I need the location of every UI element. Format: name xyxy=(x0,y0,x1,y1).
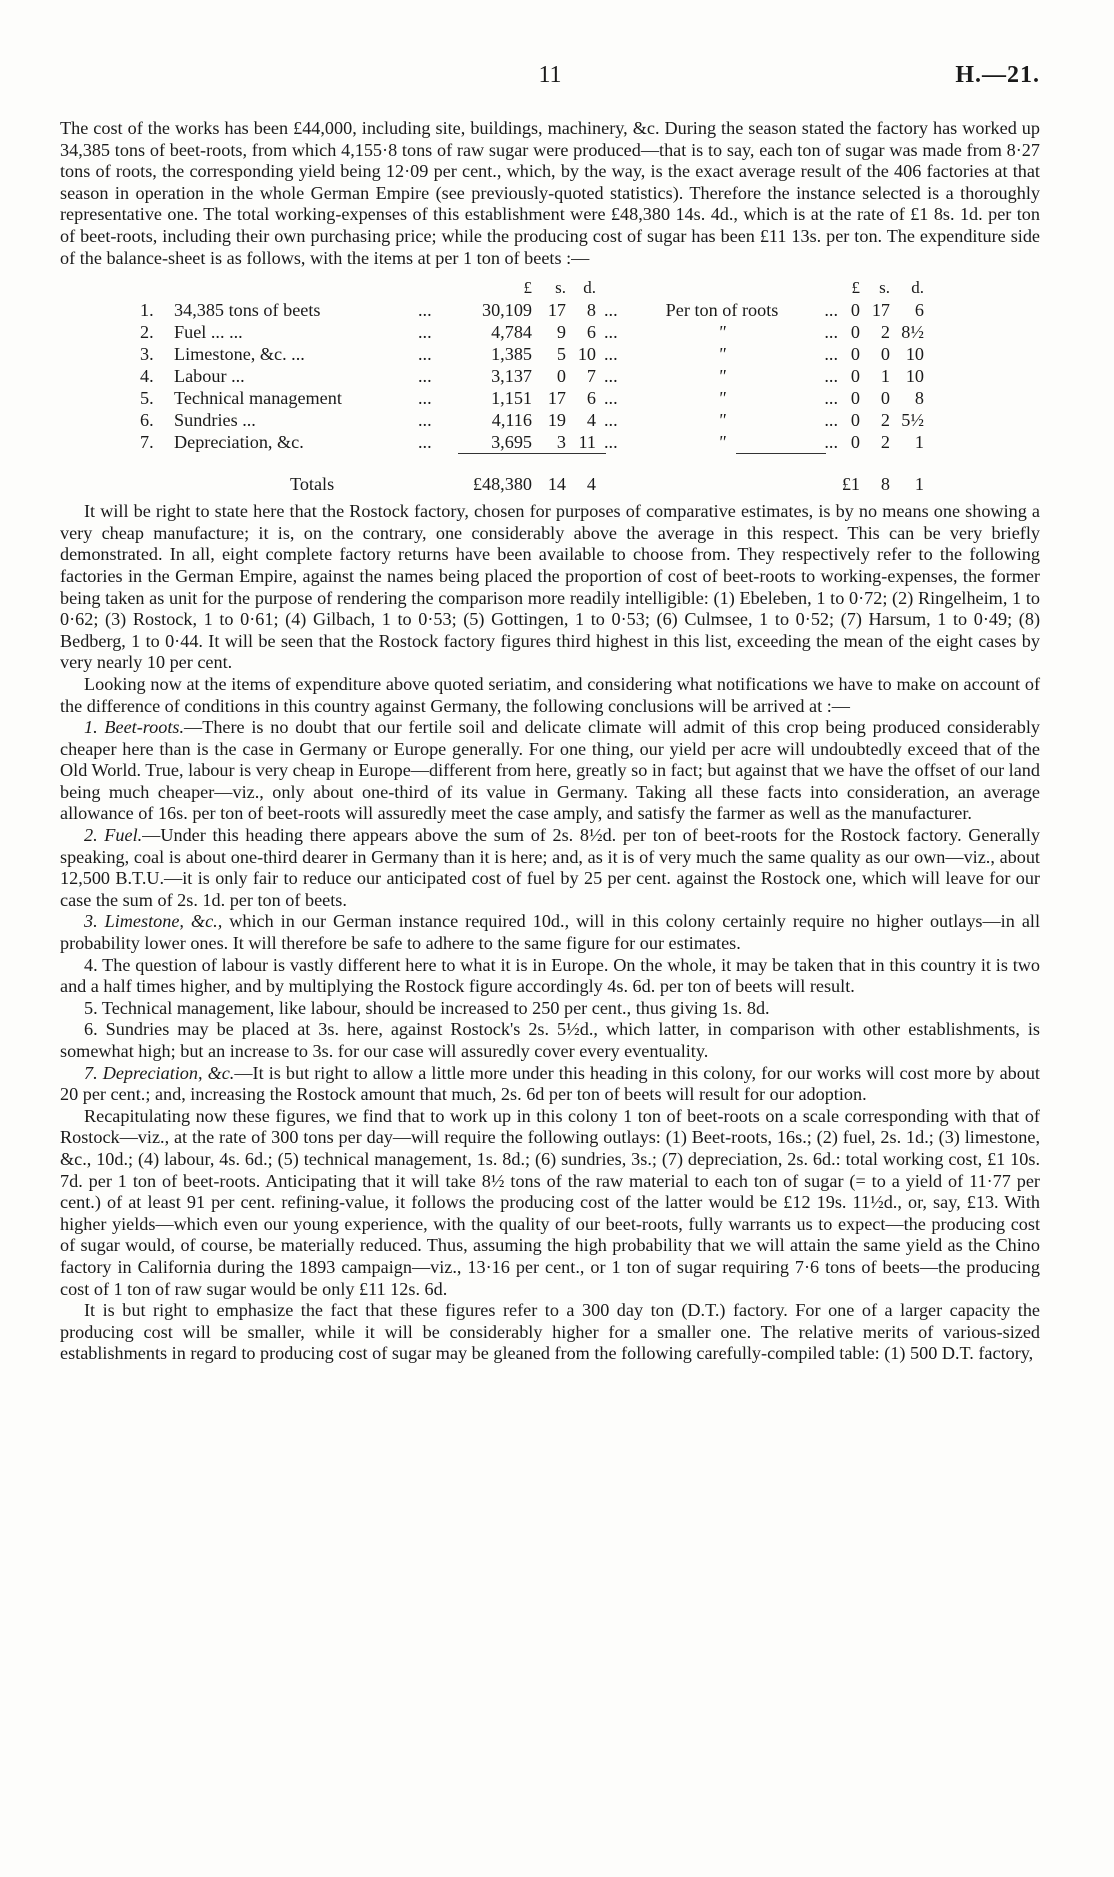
ledger-cell-d: 6 xyxy=(586,322,596,343)
ledger-cell-dots3: ... xyxy=(824,432,838,453)
pence-header: d. xyxy=(583,278,596,298)
ledger-header-row xyxy=(140,277,1040,299)
ledger-cell-s: 9 xyxy=(556,322,566,343)
ledger-cell-s: 0 xyxy=(556,366,566,387)
document-reference: H.—21. xyxy=(955,62,1040,88)
pounds-header: £ xyxy=(523,278,532,298)
ledger-cell-dots: ... xyxy=(418,300,432,321)
ledger-cell-pl: 0 xyxy=(850,366,860,387)
ledger-rows xyxy=(140,299,1040,453)
ledger-cell-dots3: ... xyxy=(824,366,838,387)
page-number: 11 xyxy=(538,62,562,88)
totals-pence: 4 xyxy=(586,474,596,495)
paragraph-text: which in our German instance required 10d., will in this colony certainly require no higher outlays—in all probability lower ones. It will therefore be safe to adhere to the same figure for our estimates. xyxy=(60,911,1040,954)
paragraph-heading: 1. Beet-roots. xyxy=(84,717,185,738)
ledger-cell-l: 4,784 xyxy=(491,322,532,343)
total-rule-per-ton xyxy=(736,453,826,454)
paragraph-text: —There is no doubt that our fertile soil and delicate climate will admit of this crop being produced considerably cheaper here than is the case in Germany or Europe generally. For one thing, our yield per acre will undoubtedly exceed that of the Old World. True, labour is very cheap in Europe—different from here, greatly so in fact; but against that we have the offset of our land being much cheaper—viz., only about one-third of its value in Germany. Taking all these facts into consideration, an average allowance of 16s. per ton of beet-roots will assuredly meet the case amply, and satisfy the farmer as well as the manufacturer. xyxy=(60,717,1040,824)
ledger-cell-ps: 0 xyxy=(880,388,890,409)
ledger-row xyxy=(140,299,1040,321)
ledger-cell-pd: 8 xyxy=(914,388,924,409)
ledger-cell-pd: 10 xyxy=(905,344,924,365)
total-rules xyxy=(140,453,1040,459)
ledger-cell-num: 3. xyxy=(140,344,154,365)
body-paragraph xyxy=(60,825,1040,911)
ledger-cell-s: 3 xyxy=(556,432,566,453)
ledger-cell-num: 2. xyxy=(140,322,154,343)
body-paragraph xyxy=(60,1106,1040,1300)
paragraph-text: Recapitulating now these figures, we find that to work up in this colony 1 ton of beet-roots on a scale corresponding with that of Rostock—viz., at the rate of 300 tons per day—will require the following outlays: (1) Beet-roots, 16s.; (2) fuel, 2s. 1d.; (3) limestone, &c., 10d.; (4) labour, 4s. 6d.; (5) technical management, 1s. 8d.; (6) sundries, 3s.; (7) depreciation, 2s. 6d.: total working cost, £1 10s. 7d. per 1 ton of beet-roots. Anticipating that it will take 8½ tons of the raw material to each ton of sugar (= to a yield of 11·77 per cent.) of at least 91 per cent. refining-value, it follows the producing cost of the latter would be £12 19s. 11½d., or, say, £13. With higher yields—which even our young experience, with the quality of our beet-roots, fully warrants us to expect—the producing cost of sugar would, of course, be materially reduced. Thus, assuming the high probability that we will attain the same yield as the Chino factory in California during the 1893 campaign—viz., 13·16 per cent., or 1 ton of sugar requiring 7·6 tons of beets—the producing cost of 1 ton of raw sugar would be only £11 12s. 6d. xyxy=(60,1105,1040,1299)
paragraph-text: It will be right to state here that the Rostock factory, chosen for purposes of comparative estimates, is by no means one showing a very cheap manufacture; it is, on the contrary, one considerably above the average in this respect. This can be very briefly demonstrated. In all, eight complete factory returns have been available to choose from. They respectively refer to the following factories in the German Empire, against the names being placed the proportion of cost of beet-roots to working-expenses, the former being taken as unit for the purpose of rendering the comparison more readily intelligible: (1) Ebeleben, 1 to 0·72; (2) Ringelheim, 1 to 0·62; (3) Rostock, 1 to 0·61; (4) Gilbach, 1 to 0·53; (5) Gottingen, 1 to 0·53; (6) Culmsee, 1 to 0·52; (7) Harsum, 1 to 0·49; (8) Bedberg, 1 to 0·44. It will be seen that the Rostock factory figures third highest in this list, exceeding the mean of the eight cases by very nearly 10 per cent. xyxy=(60,501,1040,673)
ledger-cell-pd: 1 xyxy=(914,432,924,453)
ledger-cell-l: 30,109 xyxy=(481,300,532,321)
ledger-cell-ps: 2 xyxy=(880,322,890,343)
ledger-cell-s: 19 xyxy=(547,410,566,431)
ledger-row xyxy=(140,409,1040,431)
ledger-cell-dots: ... xyxy=(418,410,432,431)
ledger-cell-dots: ... xyxy=(418,344,432,365)
body-paragraph xyxy=(60,1063,1040,1106)
ledger-cell-ps: 2 xyxy=(880,410,890,431)
ledger-cell-per: Per ton of roots xyxy=(665,300,779,321)
ledger-cell-dots2: ... xyxy=(604,344,618,365)
ledger-cell-dots2: ... xyxy=(604,366,618,387)
ledger-cell-dots2: ... xyxy=(604,300,618,321)
body-text xyxy=(60,118,1040,1365)
ledger-cell-per: " xyxy=(718,322,726,343)
ledger-cell-pd: 6 xyxy=(914,300,924,321)
ledger-cell-dots2: ... xyxy=(604,388,618,409)
ledger-row xyxy=(140,365,1040,387)
ledger-cell-d: 6 xyxy=(586,388,596,409)
ledger-cell-num: 5. xyxy=(140,388,154,409)
totals-per-ton-pounds: £1 xyxy=(841,474,860,495)
ledger-cell-per: " xyxy=(718,410,726,431)
ledger-row xyxy=(140,387,1040,409)
paragraph-text: 5. Technical management, like labour, should be increased to 250 per cent., thus giving 1s. 8d. xyxy=(84,997,770,1018)
ledger-cell-pl: 0 xyxy=(850,388,860,409)
ledger-cell-l: 1,385 xyxy=(491,344,532,365)
shillings-header: s. xyxy=(555,278,566,298)
ledger-cell-item: Limestone, &c. ... xyxy=(174,344,305,365)
ledger-cell-l: 4,116 xyxy=(491,410,532,431)
ledger-cell-pl: 0 xyxy=(850,410,860,431)
totals-shillings: 14 xyxy=(547,474,566,495)
ledger-cell-num: 4. xyxy=(140,366,154,387)
per-ton-pence-header: d. xyxy=(911,278,924,298)
per-ton-pounds-header: £ xyxy=(851,278,860,298)
paragraph-text: —Under this heading there appears above the sum of 2s. 8½d. per ton of beet-roots for the Rostock factory. Generally speaking, coal is about one-third dearer in Germany than it is here; and, as it is of very much the same quality as our own—viz., about 12,500 B.T.U.—it is only fair to reduce our anticipated cost of fuel by 25 per cent. against the Rostock one, which will leave for our case the sum of 2s. 1d. per ton of beets. xyxy=(60,825,1040,910)
ledger-cell-item: 34,385 tons of beets xyxy=(174,300,321,321)
paragraph-text: —It is but right to allow a little more under this heading in this colony, for our works will cost more by about 20 per cent.; and, increasing the Rostock amount that much, 2s. 6d per ton of beets will result for our adoption. xyxy=(60,1062,1040,1105)
ledger-cell-d: 11 xyxy=(578,432,596,453)
ledger-cell-s: 17 xyxy=(547,300,566,321)
paragraph-heading: 2. Fuel. xyxy=(84,825,143,846)
ledger-cell-ps: 0 xyxy=(880,344,890,365)
ledger-cell-pl: 0 xyxy=(850,344,860,365)
ledger-cell-dots: ... xyxy=(418,322,432,343)
body-paragraph xyxy=(60,1300,1040,1365)
page-header xyxy=(60,58,1040,98)
body-paragraph xyxy=(60,955,1040,998)
ledger-cell-d: 7 xyxy=(586,366,596,387)
ledger-cell-dots2: ... xyxy=(604,432,618,453)
body-paragraph xyxy=(60,717,1040,825)
ledger-cell-item: Fuel ... ... xyxy=(174,322,243,343)
paragraph-text: 6. Sundries may be placed at 3s. here, against Rostock's 2s. 5½d., which latter, in comparison with other establishments, is somewhat high; but an increase to 3s. for our case will assuredly cover every eventuality. xyxy=(60,1019,1040,1061)
ledger-cell-num: 6. xyxy=(140,410,154,431)
ledger-cell-dots3: ... xyxy=(824,388,838,409)
ledger-cell-num: 7. xyxy=(140,432,154,453)
ledger-cell-dots3: ... xyxy=(824,322,838,343)
totals-label: Totals xyxy=(290,474,335,495)
body-paragraph xyxy=(60,674,1040,717)
ledger-cell-dots3: ... xyxy=(824,410,838,431)
ledger-cell-item: Sundries ... xyxy=(174,410,256,431)
per-ton-shillings-header: s. xyxy=(879,278,890,298)
ledger-row xyxy=(140,321,1040,343)
ledger-cell-l: 3,695 xyxy=(491,432,532,453)
ledger-cell-dots2: ... xyxy=(604,410,618,431)
ledger-cell-ps: 2 xyxy=(880,432,890,453)
ledger-row xyxy=(140,431,1040,453)
total-rule-amount xyxy=(458,453,606,454)
totals-per-ton-pence: 1 xyxy=(914,474,924,495)
ledger-cell-ps: 17 xyxy=(871,300,890,321)
ledger-row xyxy=(140,343,1040,365)
ledger-cell-item: Labour ... xyxy=(174,366,245,387)
ledger-cell-d: 4 xyxy=(586,410,596,431)
ledger-cell-per: " xyxy=(718,344,726,365)
paragraph-heading: 3. Limestone, &c., xyxy=(84,911,223,932)
totals-pounds: £48,380 xyxy=(472,474,532,495)
ledger-cell-dots2: ... xyxy=(604,322,618,343)
intro-paragraph: The cost of the works has been £44,000, including site, buildings, machinery, &c. During the season stated the factory has worked up 34,385 tons of beet-roots, from which 4,155·8 tons of raw sugar were produced—that is to say, each ton of sugar was made from 8·27 tons of roots, the corresponding yield being 12·09 per cent., which, by the way, is the exact average result of the 406 factories at that season in operation in the whole German Empire (see previously-quoted statistics). Therefore the instance selected is a thoroughly representative one. The total working-expenses of this establishment were £48,380 14s. 4d., which is at the rate of £1 8s. 1d. per ton of beet-roots, including their own purchasing price; while the producing cost of sugar has been £11 13s. per ton. The expenditure side of the balance-sheet is as follows, with the items at per 1 ton of beets :— xyxy=(60,118,1040,268)
ledger-cell-dots: ... xyxy=(418,388,432,409)
ledger-cell-dots: ... xyxy=(418,432,432,453)
totals-per-ton-shillings: 8 xyxy=(880,474,890,495)
body-paragraph xyxy=(60,501,1040,674)
ledger-cell-dots: ... xyxy=(418,366,432,387)
ledger-cell-s: 17 xyxy=(547,388,566,409)
ledger-cell-d: 10 xyxy=(577,344,596,365)
ledger-cell-l: 3,137 xyxy=(491,366,532,387)
paragraph-text: 4. The question of labour is vastly different here to what it is in Europe. On the whole, it may be taken that in this country it is two and a half times higher, and by multiplying the Rostock figure accordingly 4s. 6d. per ton of beets will result. xyxy=(60,954,1040,997)
ledger-cell-l: 1,151 xyxy=(491,388,532,409)
ledger-cell-pd: 8½ xyxy=(901,322,924,343)
ledger-cell-item: Technical management xyxy=(174,388,342,409)
ledger-cell-per: " xyxy=(718,366,726,387)
body-paragraph xyxy=(60,1019,1040,1062)
ledger-cell-item: Depreciation, &c. xyxy=(174,432,304,453)
paragraphs xyxy=(60,501,1040,1365)
ledger-cell-pd: 10 xyxy=(905,366,924,387)
paragraph-heading: 7. Depreciation, &c. xyxy=(84,1062,235,1083)
ledger-cell-num: 1. xyxy=(140,300,154,321)
ledger-cell-per: " xyxy=(718,388,726,409)
paragraph-text: Looking now at the items of expenditure above quoted seriatim, and considering what notifications we have to make on account of the difference of conditions in this country against Germany, the following conclusions will be arrived at :— xyxy=(60,673,1040,716)
ledger-cell-d: 8 xyxy=(586,300,596,321)
ledger-cell-dots3: ... xyxy=(824,300,838,321)
ledger-cell-pl: 0 xyxy=(850,432,860,453)
ledger-cell-s: 5 xyxy=(556,344,566,365)
ledger-cell-pl: 0 xyxy=(850,300,860,321)
expenditure-ledger xyxy=(140,277,1040,495)
ledger-cell-dots3: ... xyxy=(824,344,838,365)
paragraph-text: It is but right to emphasize the fact that these figures refer to a 300 day ton (D.T.) factory. For one of a larger capacity the producing cost will be smaller, while it will be considerably higher for a smaller one. The relative merits of various-sized establishments in regard to producing cost of sugar may be gleaned from the following carefully-compiled table: (1) 500 D.T. factory, xyxy=(60,1300,1040,1364)
ledger-cell-ps: 1 xyxy=(880,366,890,387)
ledger-cell-per: " xyxy=(718,432,726,453)
ledger-cell-pd: 5½ xyxy=(901,410,924,431)
body-paragraph xyxy=(60,911,1040,954)
ledger-totals-row xyxy=(140,473,1040,495)
body-paragraph xyxy=(60,998,1040,1020)
ledger-cell-pl: 0 xyxy=(850,322,860,343)
